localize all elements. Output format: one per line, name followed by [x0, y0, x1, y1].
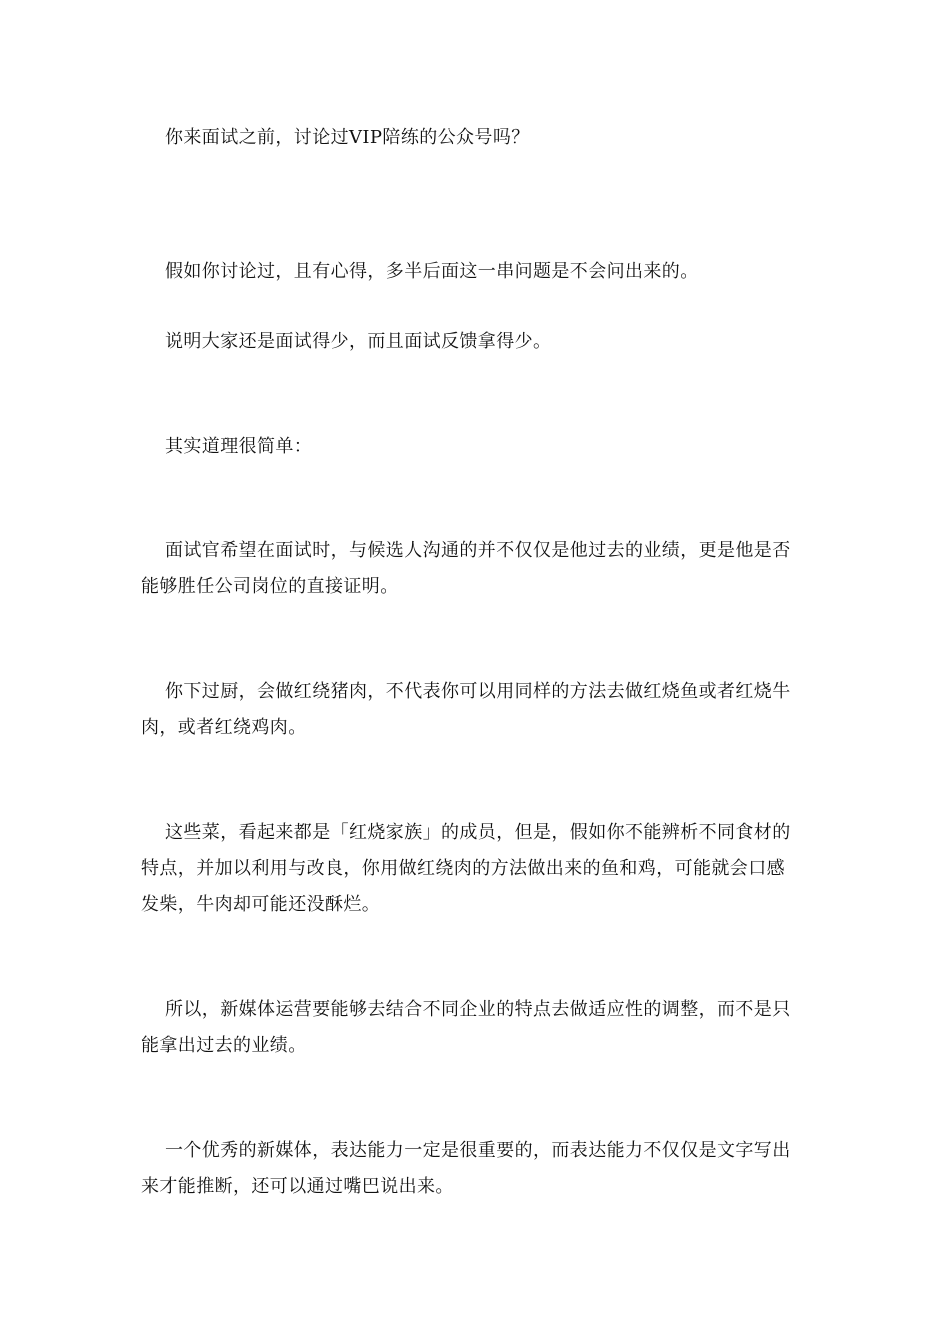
- paragraph-8: 所以，新媒体运营要能够去结合不同企业的特点去做适应性的调整，而不是只能拿出过去的业绩。: [141, 999, 791, 1056]
- paragraph-6: 你下过厨，会做红绕猪肉，不代表你可以用同样的方法去做红烧鱼或者红烧牛肉，或者红绕鸡肉。: [141, 681, 791, 738]
- paragraph-1: 你来面试之前，讨论过VIP陪练的公众号吗？: [165, 127, 530, 148]
- paragraph-9: 一个优秀的新媒体，表达能力一定是很重要的，而表达能力不仅仅是文字写出来才能推断，还可以通过嘴巴说出来。: [141, 1140, 791, 1197]
- paragraph-3: 说明大家还是面试得少，而且面试反馈拿得少。: [165, 331, 552, 352]
- paragraph-4: 其实道理很简单：: [165, 436, 313, 457]
- paragraph-5: 面试官希望在面试时，与候选人沟通的并不仅仅是他过去的业绩，更是他是否能够胜任公司岗位的直接证明。: [141, 540, 791, 597]
- paragraph-2: 假如你讨论过，且有心得，多半后面这一串问题是不会问出来的。: [165, 261, 699, 282]
- paragraph-7: 这些菜，看起来都是「红烧家族」的成员，但是，假如你不能辨析不同食材的特点，并加以利用与改良，你用做红绕肉的方法做出来的鱼和鸡，可能就会口感发柴，牛肉却可能还没酥烂。: [141, 822, 791, 915]
